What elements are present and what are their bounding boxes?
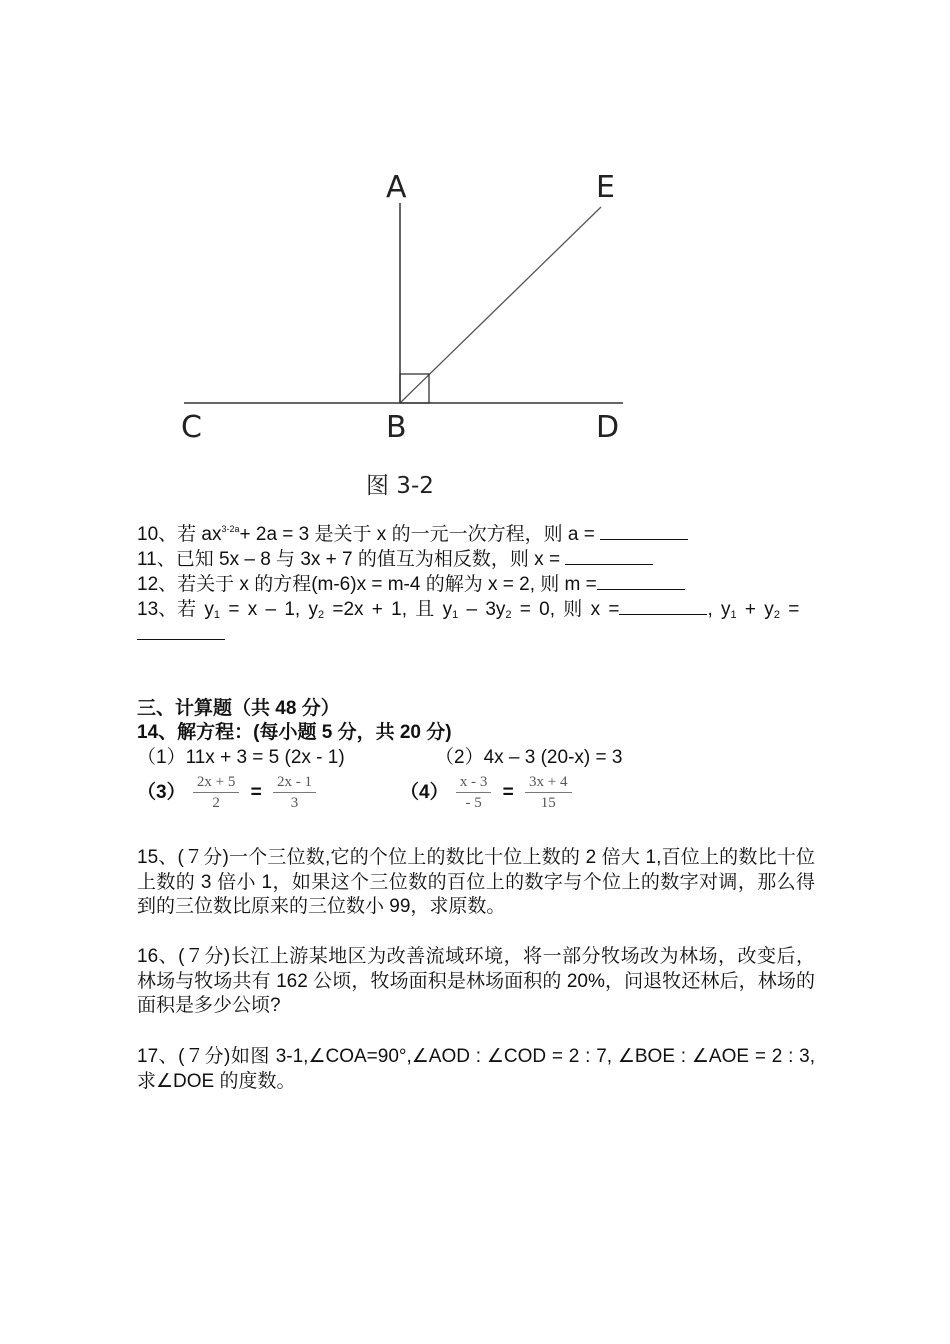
q13-part: 13、若 y (137, 599, 214, 620)
q12-answer-blank[interactable] (597, 572, 685, 590)
q10-answer-blank[interactable] (600, 522, 688, 540)
equation-1: （1）11x + 3 = 5 (2x - 1) (137, 747, 345, 768)
denominator: 2 (212, 795, 220, 811)
question-15: 15、(７分)一个三位数,它的个位上的数比十位上数的 2 倍大 1,百位上的数比十位上数的 3 倍小 1，如果这个三位数的百位上的数字与个位上的数字对调，那么得到的三位数比原来的三位数小 99，求原数。 (137, 847, 815, 917)
q13-sub: 2 (505, 609, 512, 621)
denominator: 15 (540, 795, 556, 811)
question-11 (137, 547, 653, 572)
equation-2: （2）4x – 3 (20-x) = 3 (435, 747, 623, 768)
question-13-continuation (137, 622, 225, 647)
q13-sub: 2 (773, 609, 780, 621)
fraction-right (273, 772, 316, 813)
equals-sign: = (502, 781, 514, 803)
question-16: 16、(７分)长江上游某地区为改善流域环境，将一部分牧场改为林场，改变后，林场与牧场共有 162 公顷，牧场面积是林场面积的 20%，问退牧还林后，林场的面积是多少公顷? (137, 946, 815, 1016)
q10-pre: 10、若 ax (137, 524, 222, 545)
geometry-figure (0, 0, 950, 510)
numerator: x - 3 (456, 772, 492, 793)
ray-be (400, 207, 601, 403)
q13-part: = x – 1, y (220, 599, 318, 620)
q13-answer-blank-sum[interactable] (137, 622, 225, 640)
point-label-e: E (596, 170, 615, 205)
question-10 (137, 522, 688, 547)
q13-part: + y (736, 599, 774, 620)
question-12 (137, 572, 685, 597)
question-17: 17、(７分)如图 3-1,∠COA=90°,∠AOD : ∠COD = 2 : 7, ∠BOE : ∠AOE = 2 : 3,求∠DOE 的度数。 (137, 1046, 815, 1092)
numerator: 2x + 5 (193, 772, 239, 793)
figure-caption: 图 3-2 (366, 473, 434, 499)
equation-4 (400, 772, 574, 813)
point-label-c: C (181, 410, 202, 445)
equals-sign: = (250, 781, 262, 803)
denominator: 3 (290, 795, 299, 811)
q11-text: 11、已知 5x – 8 与 3x + 7 的值互为相反数，则 x = (137, 549, 566, 570)
q13-sub: 1 (213, 609, 221, 621)
point-label-b: B (386, 410, 407, 445)
equation-3-label: （3） (137, 781, 186, 803)
q13-sub: 1 (730, 609, 737, 621)
equation-3 (137, 772, 318, 813)
q12-text: 12、若关于 x 的方程(m-6)x = m-4 的解为 x = 2, 则 m = (137, 574, 597, 595)
q13-part: , y (707, 599, 731, 620)
fraction-left (456, 772, 492, 813)
q13-part: – 3y (458, 599, 506, 620)
q13-part: =2x + 1, 且 y (324, 599, 453, 620)
denominator: - 5 (465, 795, 482, 811)
q13-part: = (779, 599, 800, 620)
q13-sub: 2 (317, 609, 325, 621)
q10-post: + 2a = 3 是关于 x 的一元一次方程，则 a = (239, 524, 601, 545)
q13-part: = 0, 则 x = (511, 599, 620, 620)
fraction-left (193, 772, 239, 813)
q13-sub: 1 (452, 609, 459, 621)
q10-exponent: 3-2a (221, 524, 240, 534)
numerator: 3x + 4 (525, 772, 571, 793)
point-label-a: A (386, 170, 407, 205)
question-13 (137, 597, 815, 622)
section-3-title: 三、计算题（共 48 分） (137, 698, 340, 719)
q13-answer-blank-x[interactable] (619, 597, 707, 615)
fraction-right (525, 772, 571, 813)
question-14-title: 14、解方程：(每小题 5 分，共 20 分) (137, 722, 452, 743)
point-label-d: D (596, 410, 620, 445)
numerator: 2x - 1 (273, 772, 316, 793)
equation-4-label: （4） (400, 781, 449, 803)
q11-answer-blank[interactable] (565, 547, 653, 565)
